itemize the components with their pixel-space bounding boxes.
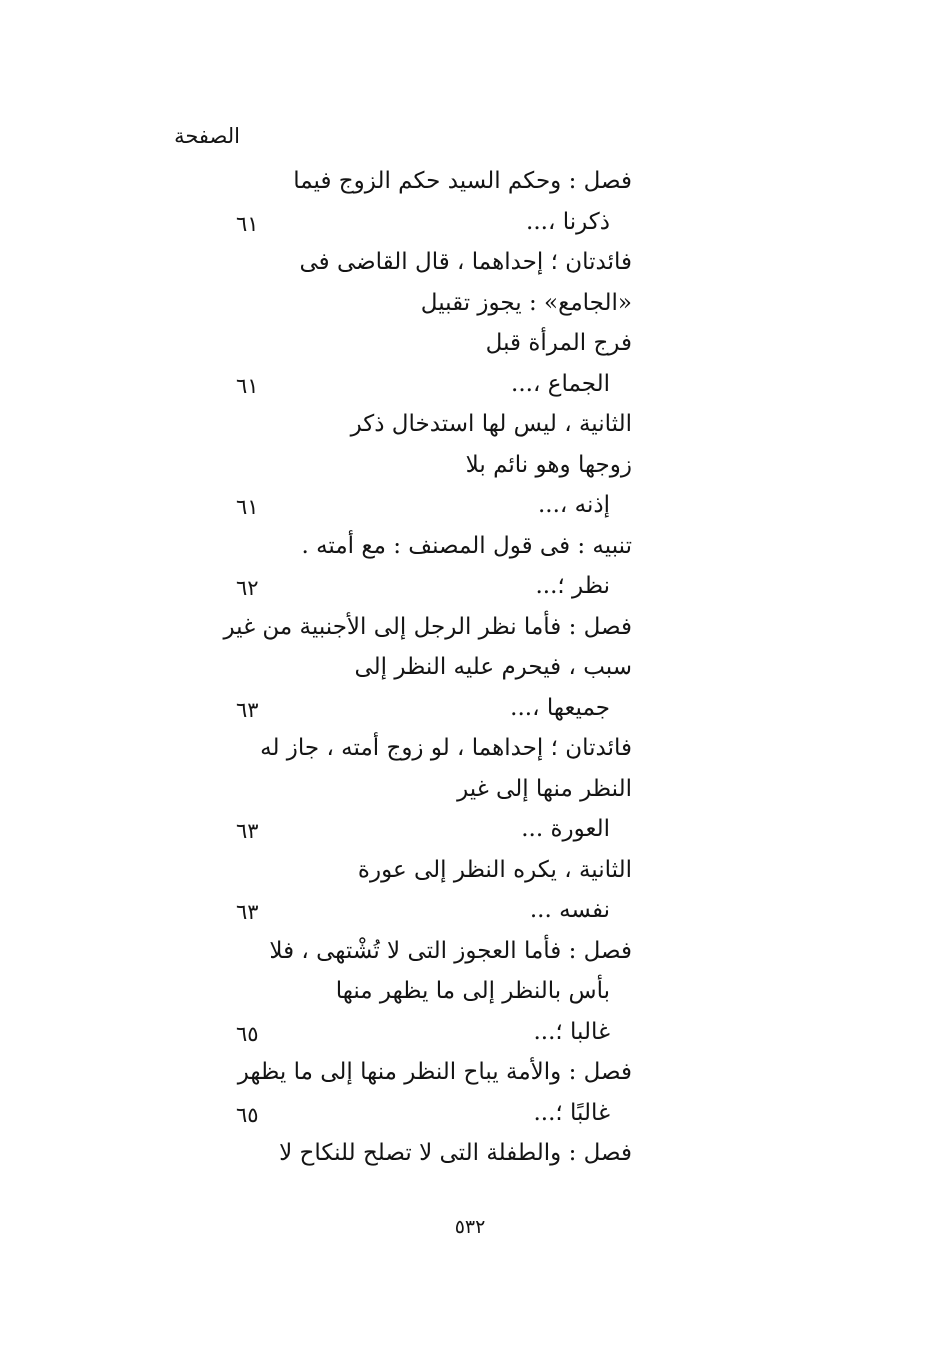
page-reference: ٦٢	[236, 576, 259, 600]
index-entry-line: تنبيه : فى قول المصنف : مع أمته .	[301, 532, 632, 559]
index-entry-line: الثانية ، ليس لها استدخال ذكر	[350, 411, 632, 437]
page-number: ٥٣٢	[454, 1216, 486, 1238]
page-reference: ٦١	[236, 373, 259, 398]
page-reference: ٦١	[236, 495, 259, 519]
index-entry-line: غالبًا ؛...	[533, 1099, 610, 1126]
index-entry-line: العورة ...	[521, 816, 610, 842]
page-column-label: الصفحة	[174, 124, 240, 148]
index-entry-line: فائدتان ؛ إحداهما ، قال القاضى فى	[299, 249, 632, 275]
index-entry-line: إذنه ،...	[537, 492, 610, 518]
index-entry-line: الجماع ،...	[511, 370, 610, 397]
page-reference: ٦٣	[236, 900, 259, 924]
index-entry-line: فصل : والطفلة التى لا تصلح للنكاح لا	[279, 1140, 632, 1166]
index-entry-line: النظر منها إلى غير	[457, 775, 632, 802]
index-entry-line: فصل : فأما العجوز التى لا تُشْتهى ، فلا	[269, 937, 632, 964]
index-entry-line: فائدتان ؛ إحداهما ، لو زوج أمته ، جاز له	[260, 735, 632, 761]
index-entry-line: الثانية ، يكره النظر إلى عورة	[357, 856, 632, 883]
index-entry-line: نفسه ...	[529, 897, 610, 923]
page-reference: ٦١	[236, 211, 259, 236]
page-reference: ٦٥	[236, 1102, 259, 1127]
page-reference: ٦٥	[236, 1021, 259, 1046]
index-entry-line: سبب ، فيحرم عليه النظر إلى	[354, 654, 632, 680]
index-entry-line: جميعها ،...	[510, 694, 610, 721]
index-entry-line: زوجها وهو نائم بلا	[465, 451, 632, 478]
page-reference: ٦٣	[236, 697, 259, 722]
index-entry-line: فصل : فأما نظر الرجل إلى الأجنبية من غير	[223, 613, 632, 640]
index-entry-line: فصل : والأمة يباح النظر منها إلى ما يظهر	[237, 1059, 632, 1085]
index-entry-line: «الجامع» : يجوز تقبيل	[420, 289, 632, 316]
index-entry-line: بأس بالنظر إلى ما يظهر منها	[335, 978, 610, 1004]
index-entry-line: فصل : وحكم السيد حكم الزوج فيما	[293, 168, 632, 194]
index-entry-line: فرج المرأة قبل	[485, 330, 632, 356]
index-entry-line: نظر ؛...	[535, 573, 610, 599]
index-entry-line: ذكرنا ،...	[526, 208, 610, 235]
page-reference: ٦٣	[236, 819, 259, 843]
index-entry-line: غالبا ؛...	[533, 1018, 610, 1045]
